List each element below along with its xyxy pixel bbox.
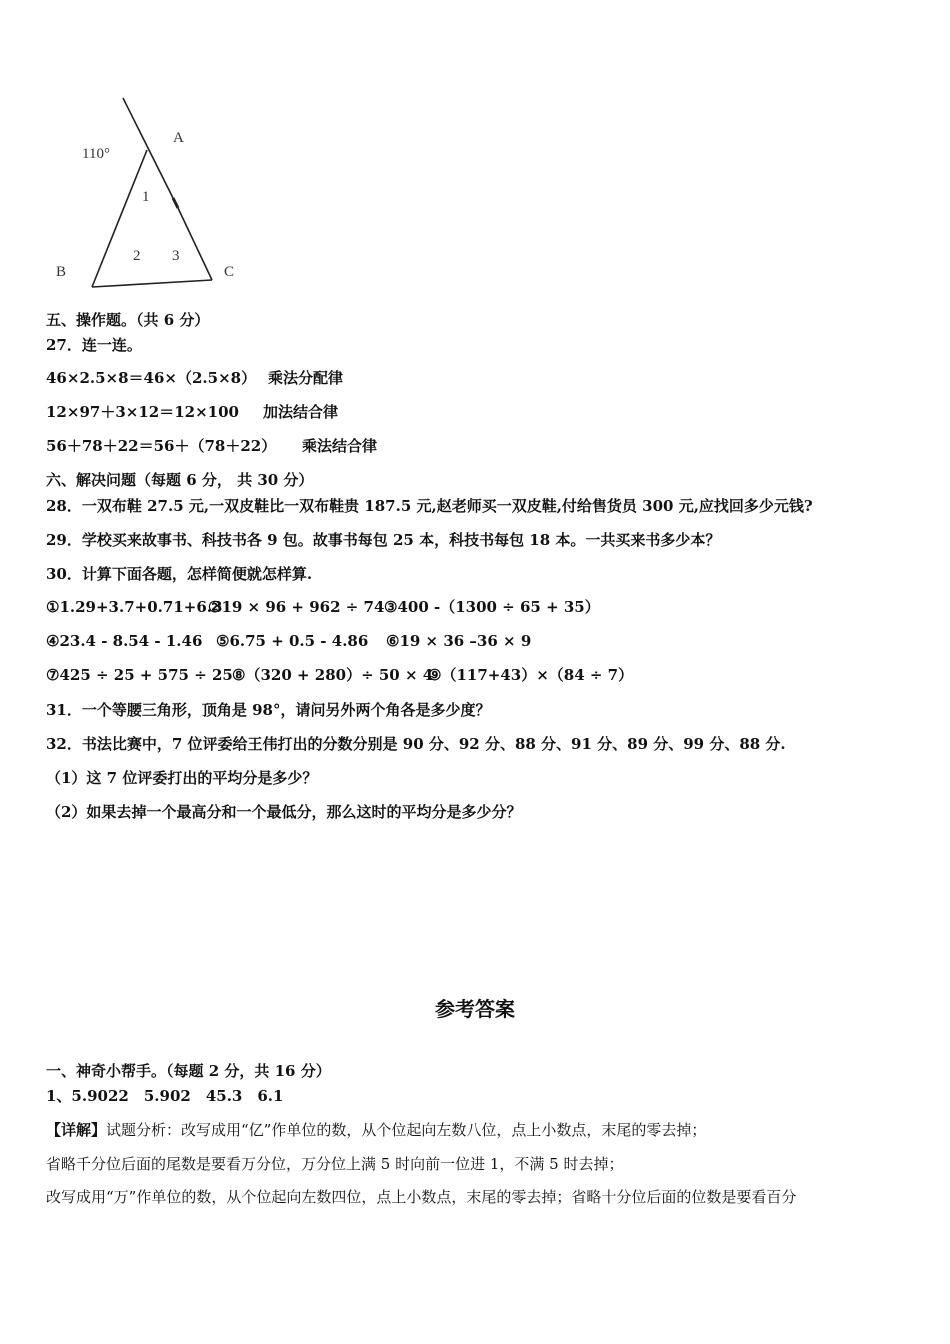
triangle-figure	[50, 90, 250, 295]
question-30: 30．计算下面各题，怎样简便就怎样算.	[46, 565, 313, 583]
calc-item-5: ⑤6.75 + 0.5 - 4.86	[216, 632, 369, 650]
side-ab	[92, 150, 147, 287]
match-expr-1[interactable]: 46×2.5×8＝46×（2.5×8）	[46, 369, 257, 387]
vertex-b-label: B	[56, 264, 67, 280]
side-c	[178, 208, 212, 280]
calc-item-7: ⑦425 ÷ 25 + 575 ÷ 25	[46, 666, 233, 684]
question-32-part-1: （1）这 7 位评委打出的平均分是多少？	[46, 769, 318, 787]
angle-1-label: 1	[142, 189, 150, 205]
answer-detail-1	[46, 1120, 706, 1140]
calc-item-1: ①1.29+3.7+0.71+6.3	[46, 598, 223, 616]
answers-section1-heading: 一、神奇小帮手。（每题 2 分，共 16 分）	[46, 1062, 331, 1080]
section5-heading: 五、操作题。（共 6 分）	[46, 311, 210, 329]
match-row-1	[46, 368, 343, 388]
match-law-2[interactable]: 加法结合律	[263, 403, 339, 421]
calc-item-9: ⑨（117+43）×（84 ÷ 7）	[428, 666, 634, 684]
question-31: 31．一个等腰三角形，顶角是 98°，请问另外两个角各是多少度？	[46, 701, 491, 719]
answer-detail-3: 改写成用“万”作单位的数，从个位起向左数四位，点上小数点，末尾的零去掉；省略十分位后面的位数是要看百分	[46, 1188, 797, 1206]
question-28: 28．一双布鞋 27.5 元,一双皮鞋比一双布鞋贵 187.5 元,赵老师买一双皮鞋,付给售货员 300 元,应找回多少元钱?	[46, 497, 813, 515]
calc-item-3: ③400 -（1300 ÷ 65 + 35）	[384, 598, 600, 616]
side-ac-thick	[173, 198, 178, 208]
angle-2-label: 2	[133, 248, 141, 264]
calc-row-3	[46, 665, 633, 685]
calc-row-1	[46, 597, 600, 617]
question-32: 32．书法比赛中，7 位评委给王伟打出的分数分别是 90 分、92 分、88 分、91 分、89 分、99 分、88 分.	[46, 735, 786, 753]
calc-item-4: ④23.4 - 8.54 - 1.46	[46, 632, 203, 650]
match-expr-3[interactable]: 56＋78＋22＝56＋（78＋22）	[46, 437, 277, 455]
match-row-2	[46, 402, 338, 422]
calc-row-2	[46, 631, 531, 651]
match-law-1[interactable]: 乘法分配律	[268, 369, 344, 387]
angle-3-label: 3	[172, 248, 180, 264]
question-32-part-2: （2）如果去掉一个最高分和一个最低分，那么这时的平均分是多少分？	[46, 803, 522, 821]
section6-heading: 六、解决问题（每题 6 分， 共 30 分）	[46, 471, 314, 489]
question-29: 29．学校买来故事书、科技书各 9 包。故事书每包 25 本，科技书每包 18 本。一共买来书多少本？	[46, 531, 721, 549]
detail-tag: 【详解】	[46, 1121, 107, 1139]
angle-110-label: 110°	[82, 146, 110, 162]
side-bc	[92, 280, 212, 287]
question-27: 27．连一连。	[46, 336, 142, 354]
answer-detail-2: 省略千分位后面的尾数是要看万分位，万分位上满 5 时向前一位进 1，不满 5 时去掉；	[46, 1155, 624, 1173]
vertex-a-label: A	[173, 130, 184, 146]
match-expr-2[interactable]: 12×97＋3×12＝12×100	[46, 403, 239, 421]
triangle-diagram	[50, 90, 250, 295]
match-row-3	[46, 436, 377, 456]
vertex-c-label: C	[224, 264, 235, 280]
detail-text-1: 试题分析：改写成用“亿”作单位的数，从个位起向左数八位，点上小数点，末尾的零去掉；	[106, 1121, 707, 1139]
answer-1: 1、5.9022 5.902 45.3 6.1	[46, 1087, 284, 1105]
calc-item-8: ⑧（320 + 280）÷ 50 × 4	[232, 666, 434, 684]
extended-side-ac	[123, 98, 173, 198]
match-law-3[interactable]: 乘法结合律	[302, 437, 378, 455]
calc-item-6: ⑥19 × 36 –36 × 9	[386, 632, 532, 650]
answers-title: 参考答案	[435, 997, 515, 1021]
calc-item-2: ②19 × 96 + 962 ÷ 74	[208, 598, 385, 616]
